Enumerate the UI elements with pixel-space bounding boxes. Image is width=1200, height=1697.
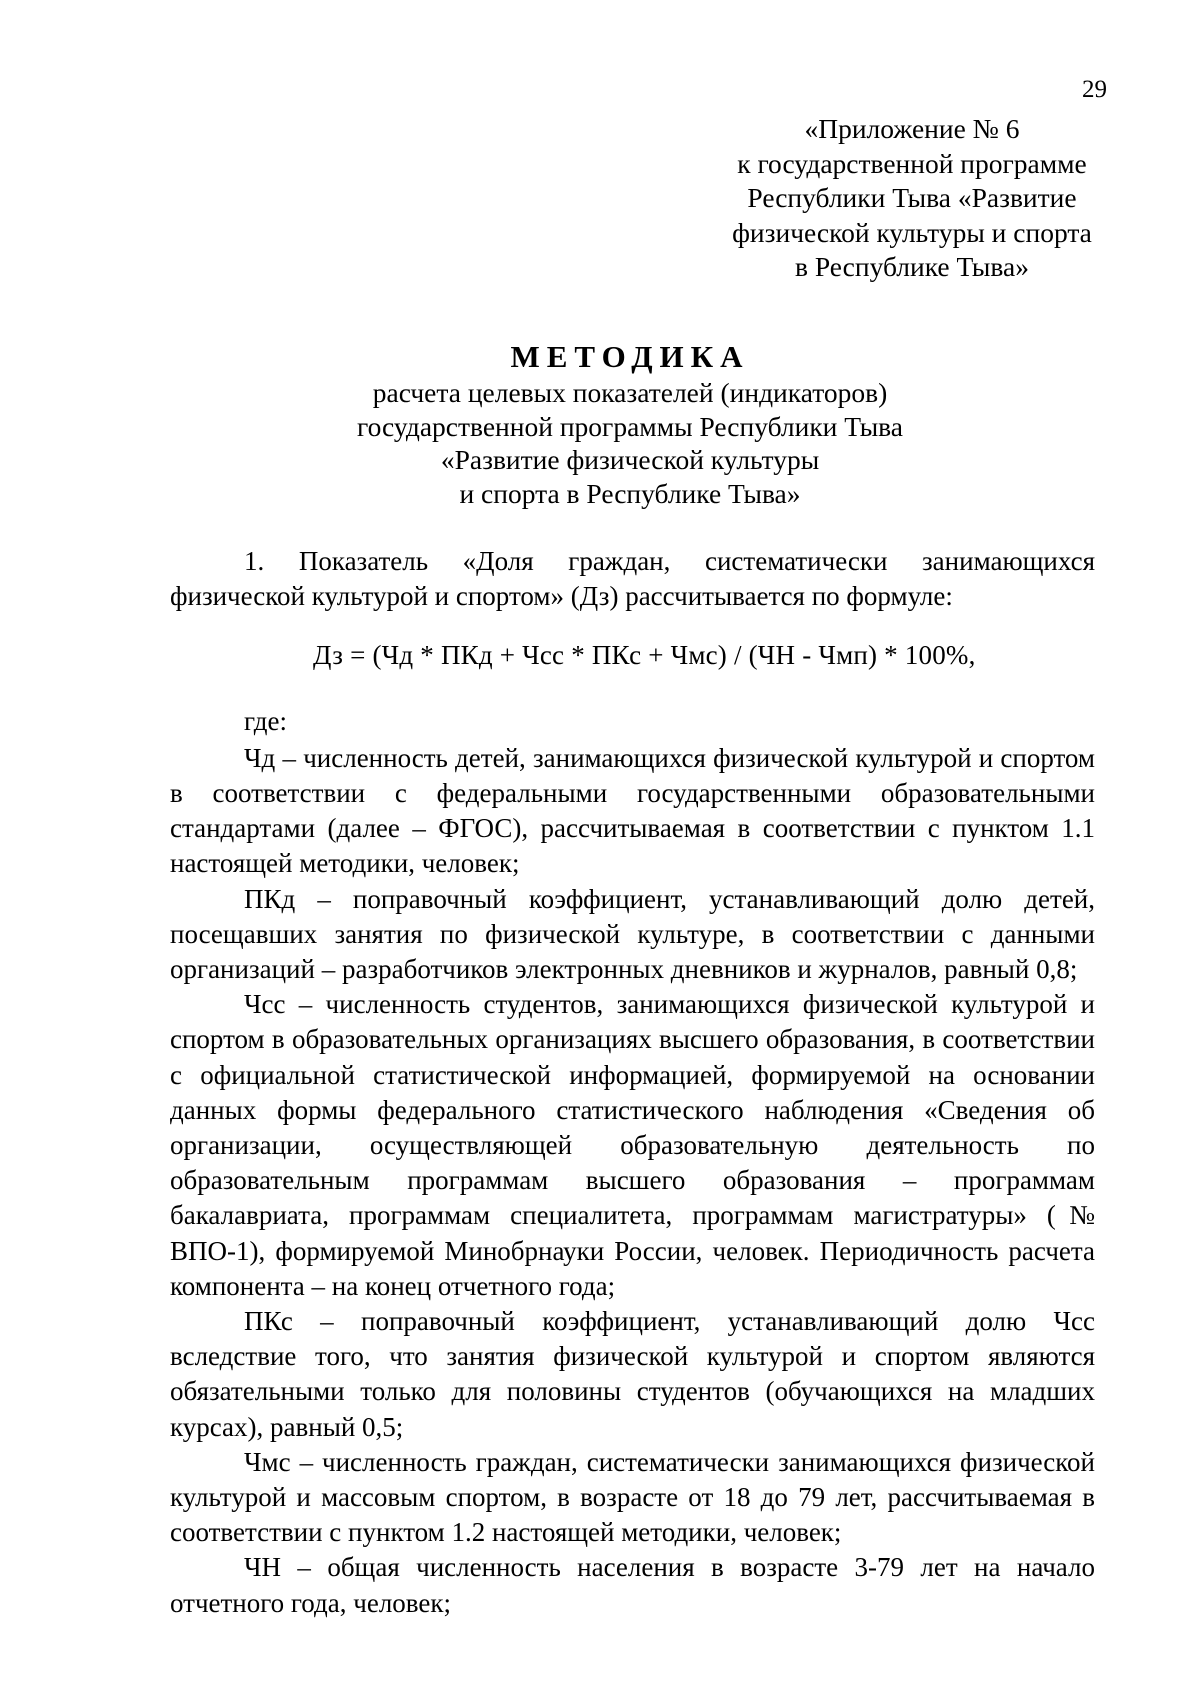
subtitle-line: расчета целевых показателей (индикаторов): [372, 377, 888, 408]
definition-chn: ЧН – общая численность населения в возрасте 3-79 лет на начало отчетного года, человек;: [170, 1552, 1095, 1618]
page-number: 29: [1082, 76, 1107, 103]
subtitle-line: государственной программы Республики Тыва: [356, 410, 904, 442]
subtitle-line: и спорта в Республике Тыва»: [459, 477, 801, 509]
intro-paragraph: 1. Показатель «Доля граждан, систематически занимающихся физической культурой и спортом» (Дз) рассчитывается по формуле:: [170, 546, 1095, 612]
definition-chd: Чд – численность детей, занимающихся физической культурой и спортом в соответствии с федеральными государственными образовательными стандартами (далее – ФГОС), рассчитываемая в соответствии с пунктом 1.1 настоящей методики, человек;: [170, 742, 1095, 879]
subtitle-line: «Развитие физической культуры: [440, 444, 820, 475]
appendix-line: физической культуры и спорта: [732, 216, 1092, 248]
appendix-line: Республики Тыва «Развитие: [747, 182, 1077, 213]
appendix-header: [712, 112, 1112, 285]
appendix-line: к государственной программе: [737, 147, 1087, 179]
appendix-line: «Приложение № 6: [804, 113, 1020, 144]
definition-chss: Чсс – численность студентов, занимающихся физической культурой и спортом в образовательных организациях высшего образования, в соответствии с официальной статистической информацией, формируемой на основании данных формы федерального статистического наблюдения «Сведения об организации, осуществляющей образовательную деятельность по образовательным программам высшего образования – программам бакалавриата, программам специалитета, программам магистратуры» (№ ВПО-1), формируемой Минобрнауки России, человек. Периодичность расчета компонента – на конец отчетного года;: [170, 989, 1095, 1301]
appendix-line: в Республике Тыва»: [795, 251, 1029, 282]
where-label: где:: [244, 705, 287, 736]
document-subtitle: [170, 376, 1090, 510]
definition-pkd: ПКд – поправочный коэффициент, устанавливающий долю детей, посещавших занятия по физической культуре, в соответствии с данными организаций – разработчиков электронных дневников и журналов, равный 0,8;: [170, 883, 1095, 985]
definition-chms: Чмс – численность граждан, систематически занимающихся физической культурой и массовым спортом, в возрасте от 18 до 79 лет, рассчитываемая в соответствии с пунктом 1.2 настоящей методики, человек;: [170, 1446, 1095, 1548]
definition-pks: ПКс – поправочный коэффициент, устанавливающий долю Чсс вследствие того, что занятия физической культурой и спортом являются обязательными только для половины студентов (обучающихся на младших курсах), равный 0,5;: [170, 1306, 1095, 1442]
body-text: [170, 544, 1095, 1621]
title-block: [170, 338, 1090, 510]
formula: Дз = (Чд * ПКд + Чсс * ПКс + Чмс) / (ЧН - Чмп) * 100%,: [313, 640, 976, 671]
document-title: МЕТОДИКА: [510, 339, 750, 374]
